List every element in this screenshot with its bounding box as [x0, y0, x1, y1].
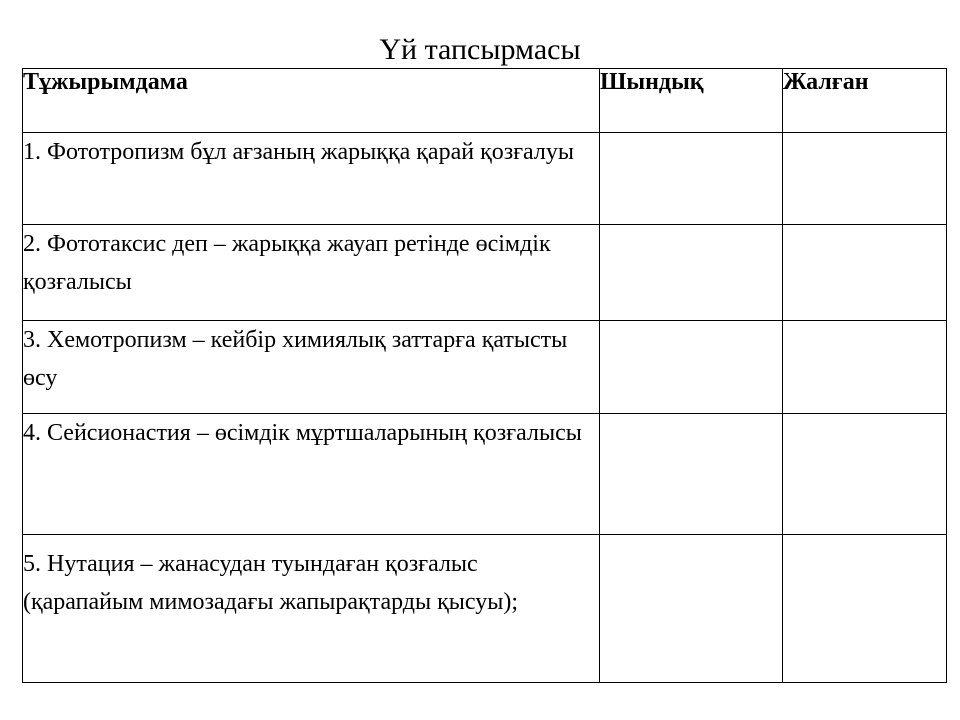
- table-row: [23, 133, 947, 225]
- statement-cell: 5. Нутация – жанасудан туындаған қозғалыс (қарапайым мимозадағы жапырақтарды қысуы);: [23, 535, 600, 683]
- statement-cell: 2. Фототаксис деп – жарыққа жауап ретінде өсімдік қозғалысы: [23, 225, 600, 321]
- table-row: [23, 535, 947, 683]
- true-false-table: [22, 68, 947, 683]
- false-answer-cell[interactable]: [783, 321, 947, 414]
- true-answer-cell[interactable]: [600, 133, 783, 225]
- table-row: [23, 225, 947, 321]
- header-true: Шындық: [600, 69, 783, 133]
- false-answer-cell[interactable]: [783, 414, 947, 535]
- table-row: [23, 414, 947, 535]
- true-answer-cell[interactable]: [600, 321, 783, 414]
- slide-title: Үй тапсырмасы: [379, 33, 581, 66]
- false-answer-cell[interactable]: [783, 133, 947, 225]
- true-answer-cell[interactable]: [600, 535, 783, 683]
- true-answer-cell[interactable]: [600, 225, 783, 321]
- statement-cell: 3. Хемотропизм – кейбір химиялық заттарға қатысты өсу: [23, 321, 600, 414]
- table-header-row: [23, 69, 947, 133]
- false-answer-cell[interactable]: [783, 535, 947, 683]
- header-false: Жалған: [783, 69, 947, 133]
- statement-cell: 4. Сейсионастия – өсімдік мұртшаларының қозғалысы: [23, 414, 600, 535]
- true-answer-cell[interactable]: [600, 414, 783, 535]
- header-statement: Тұжырымдама: [23, 69, 600, 133]
- table-row: [23, 321, 947, 414]
- false-answer-cell[interactable]: [783, 225, 947, 321]
- statement-cell: 1. Фототропизм бұл ағзаның жарыққа қарай қозғалуы: [23, 133, 600, 225]
